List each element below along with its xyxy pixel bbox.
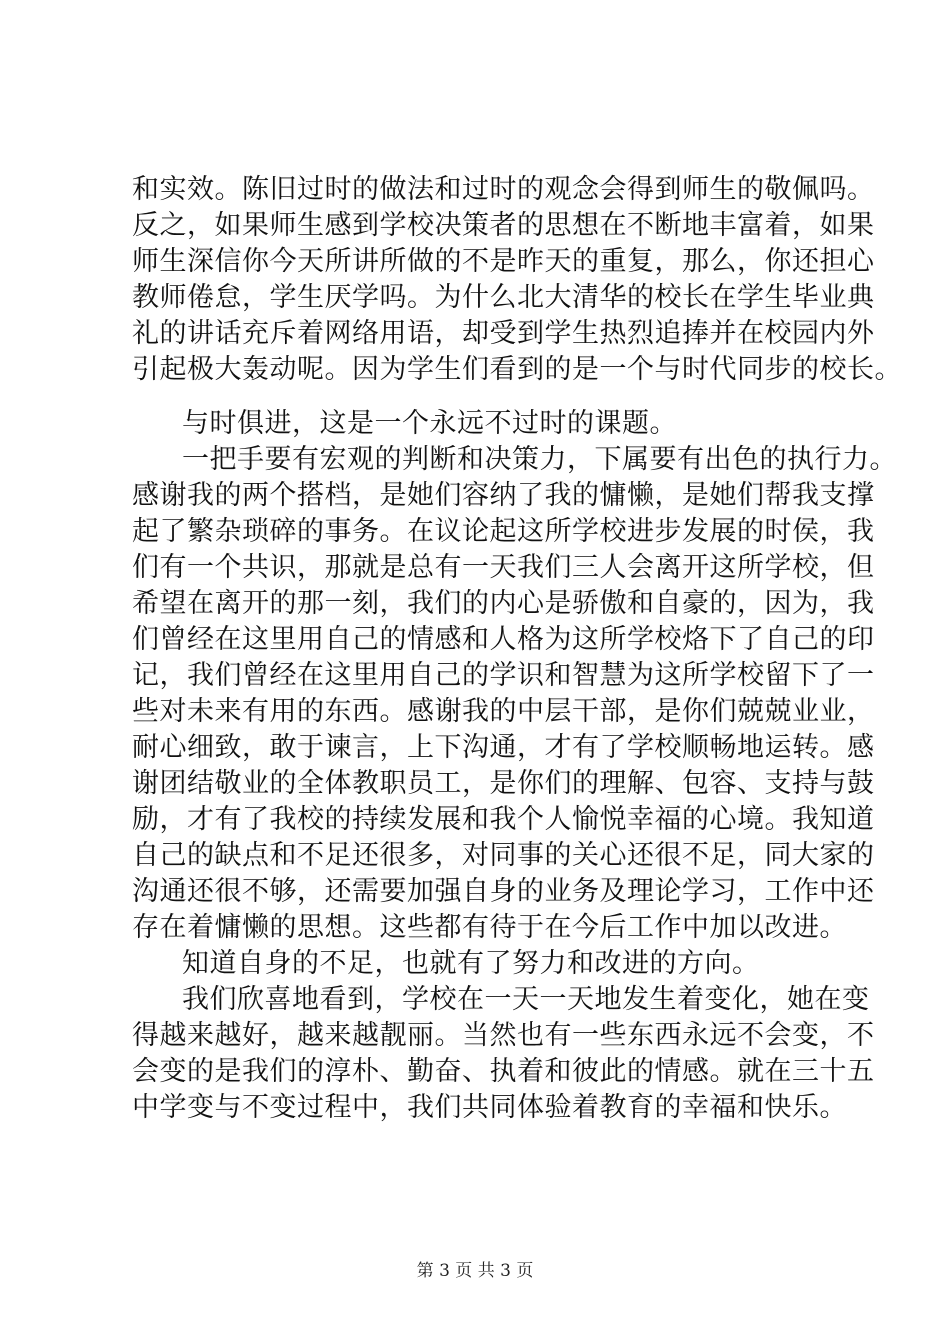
paragraph-first-line: 与时俱进，这是一个永远不过时的课题。 [182,408,677,439]
text-line: 些对未来有用的东西。感谢我的中层干部，是你们兢兢业业， [132,696,875,727]
text-line: 励，才有了我校的持续发展和我个人愉悦幸福的心境。我知道 [132,804,875,835]
paragraph-first-line: 我们欣喜地看到，学校在一天一天地发生着变化，她在变 [182,984,870,1015]
text-line: 谢团结敬业的全体教职员工，是你们的理解、包容、支持与鼓 [132,768,875,799]
text-line: 会变的是我们的淳朴、勤奋、执着和彼此的情感。就在三十五 [132,1056,875,1087]
text-line: 起了繁杂琐碎的事务。在议论起这所学校进步发展的时侯，我 [132,516,875,547]
paragraph-first-line: 一把手要有宏观的判断和决策力，下属要有出色的执行力。 [182,444,897,475]
text-line: 自己的缺点和不足还很多，对同事的关心还很不足，同大家的 [132,840,875,871]
text-line: 师生深信你今天所讲所做的不是昨天的重复，那么，你还担心 [132,246,875,277]
text-line: 们有一个共识，那就是总有一天我们三人会离开这所学校，但 [132,552,875,583]
paragraph-first-line: 知道自身的不足，也就有了努力和改进的方向。 [182,948,760,979]
text-line: 沟通还很不够，还需要加强自身的业务及理论学习，工作中还 [132,876,875,907]
text-line: 反之，如果师生感到学校决策者的思想在不断地丰富着，如果 [132,210,875,241]
text-line: 得越来越好，越来越靓丽。当然也有一些东西永远不会变，不 [132,1020,875,1051]
text-line: 记，我们曾经在这里用自己的学识和智慧为这所学校留下了一 [132,660,875,691]
text-line: 教师倦怠，学生厌学吗。为什么北大清华的校长在学生毕业典 [132,282,875,313]
text-line: 希望在离开的那一刻，我们的内心是骄傲和自豪的，因为，我 [132,588,875,619]
text-line: 感谢我的两个搭档，是她们容纳了我的慵懒，是她们帮我支撑 [132,480,875,511]
text-line: 引起极大轰动呢。因为学生们看到的是一个与时代同步的校长。 [132,354,902,385]
text-line: 们曾经在这里用自己的情感和人格为这所学校烙下了自己的印 [132,624,875,655]
text-line: 和实效。陈旧过时的做法和过时的观念会得到师生的敬佩吗。 [132,174,875,205]
text-line: 耐心细致，敢于谏言，上下沟通，才有了学校顺畅地运转。感 [132,732,875,763]
text-line: 中学变与不变过程中，我们共同体验着教育的幸福和快乐。 [132,1092,847,1123]
text-line: 礼的讲话充斥着网络用语，却受到学生热烈追捧并在校园内外 [132,318,875,349]
page-number-footer: 第 3 页 共 3 页 [416,1261,534,1281]
text-line: 存在着慵懒的思想。这些都有待于在今后工作中加以改进。 [132,912,847,943]
